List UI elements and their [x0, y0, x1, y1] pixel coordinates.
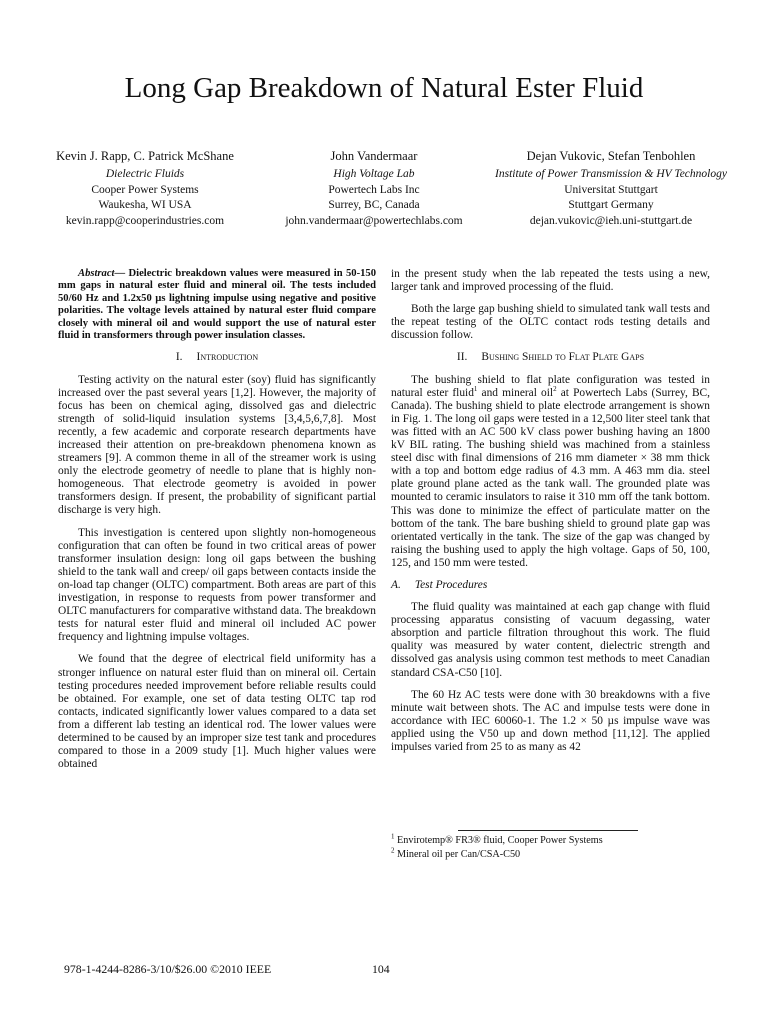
- section-heading-introduction: [58, 351, 376, 364]
- paragraph: We found that the degree of electrical field uniformity has a stronger influence on natural ester fluid than on mineral oil. Certain testing procedures needed improvement before reliable results could be obtained. For example, one set of data testing OLTC tap rod contacts, indicated significantly lower values compared to a data set from a different lab testing an identical rod. The lower values were determined to be caused by an improper size test tank and procedures compared to those in a 2009 study [1]. Much higher values were obtained: [58, 653, 376, 771]
- abstract: [58, 268, 376, 342]
- paper-title: Long Gap Breakdown of Natural Ester Fluid: [124, 72, 644, 104]
- section-title: [197, 351, 259, 363]
- author-dept: Institute of Power Transmission & HV Technology: [495, 168, 727, 180]
- author-dept: High Voltage Lab: [333, 168, 415, 180]
- footnote: [391, 834, 711, 848]
- copyright-line: 978-1-4244-8286-3/10/$26.00 ©2010 IEEE: [64, 962, 272, 976]
- author-location: Surrey, BC, Canada: [328, 199, 420, 211]
- author-group-3: [464, 148, 758, 229]
- author-org: Universitat Stuttgart: [564, 183, 658, 196]
- page-number: 104: [372, 962, 390, 976]
- text-run: and mineral oil: [477, 386, 554, 399]
- author-org: Cooper Power Systems: [91, 183, 199, 196]
- section-title-initial: I: [196, 351, 201, 364]
- paragraph: This investigation is centered upon slightly non-homogeneous configuration that can often be found in two critical areas of power transformer insulation design: long oil gaps between the bushing shield to the tank wall and creep/ oil gaps between contacts inside the on-load tap changer (OLTC) compartment. Both areas are part of this investigation, in response to requests from power transformer and OLTC manufacturers for comparative withstand data. The breakdown tests for natural ester fluid and mineral oil included AC power frequency and lightning impulse voltages.: [58, 526, 376, 644]
- paragraph: in the present study when the lab repeated the tests using a new, larger tank and improved processing of the fluid.: [391, 268, 710, 294]
- section-title-rest: ushing Shield to Flat Plate Gaps: [488, 351, 645, 364]
- author-location: Waukesha, WI USA: [98, 199, 192, 211]
- footnote-text: Envirotemp® FR3® fluid, Cooper Power Systems: [394, 835, 603, 846]
- footnote: [391, 848, 711, 862]
- abstract-text: — Dielectric breakdown values were measured in 50-150 mm gaps in natural ester fluid and mineral oil. The tests included 50/60 Hz and 1.2x50 µs lightning impulse using negative and positive polarities. The voltage levels attained by natural ester fluid compare closely with mineral oil and would support the use of natural ester fluid in transformers through power insulation classes.: [58, 268, 376, 342]
- paragraph: The fluid quality was maintained at each gap change with fluid processing apparatus consisting of vacuum degassing, water absorption and particle filtration throughout this work. The fluid quality was measured by water content, dielectric strength and dissolved gas analysis using common test methods to meet Canadian standard CSA-C50 [10].: [391, 601, 710, 679]
- author-names: Kevin J. Rapp, C. Patrick McShane: [56, 149, 234, 163]
- footnote-number: 2: [391, 846, 395, 855]
- author-dept: Dielectric Fluids: [105, 168, 185, 180]
- footnote-mark: 1: [473, 384, 478, 393]
- text-run: The bushing shield to flat plate configuration was tested in natural ester fluid: [391, 373, 710, 399]
- paragraph: The 60 Hz AC tests were done with 30 breakdowns with a five minute wait between shots. The AC and impulse tests were done in accordance with IEC 60060-1. The 1.2 × 50 µs impulse wave was applied using the V50 up and down method [11,12]. The applied impulses varied from 25 to as many as 42: [391, 688, 710, 753]
- author-group-2: [260, 148, 488, 229]
- section-title: [481, 351, 644, 363]
- footnote-number: 1: [391, 832, 395, 841]
- author-email: john.vandermaar@powertechlabs.com: [285, 214, 463, 227]
- paragraph: Testing activity on the natural ester (soy) fluid has significantly increased over the past several years [1,2]. However, the majority of focus has been on chemical aging, dissolved gas and dielectric strength of solid-liquid insulation systems [3,4,5,6,7,8]. Most recently, a few academic and corporate research departments have increased their attention on pre-breakdown phenomena known as streamers [9]. A common theme in all of the streamer work is using only the electrode geometry of needle to plane that is highly non-homogeneous. That electrode geometry is avoided in power transformers design. If present, the probability of significant partial discharge is very high.: [58, 373, 376, 517]
- abstract-label: Abstract: [78, 268, 115, 279]
- author-names: John Vandermaar: [330, 149, 418, 163]
- author-group-1: [30, 148, 260, 229]
- author-email: dejan.vukovic@ieh.uni-stuttgart.de: [529, 214, 693, 227]
- footnote-text: Mineral oil per Can/CSA-C50: [394, 849, 521, 860]
- section-number: I.: [175, 351, 183, 364]
- paragraph: Both the large gap bushing shield to simulated tank wall tests and the repeat testing of the OLTC contact rods testing details and discussion follow.: [391, 303, 710, 342]
- author-location: Stuttgart Germany: [568, 199, 654, 211]
- left-column: [58, 268, 376, 780]
- right-column: [391, 268, 710, 763]
- subsection-title: Test Procedures: [414, 578, 488, 591]
- subsection-heading-test-procedures: [391, 579, 710, 592]
- section-number: II.: [456, 351, 468, 364]
- section-heading-bushing-shield: [391, 351, 710, 364]
- text-run: at Powertech Labs (Surrey, BC, Canada). The bushing shield to plate electrode arrangement is shown in Fig. 1. The long oil gaps were tested in a 12,500 liter steel tank that was fitted with an AC 500 kV class power bushing having an 1800 kV BIL rating. The bushing shield was machined from a stainless steel disc with final dimensions of 216 mm diameter × 38 mm thick with a top and bottom edge radius of 4.3 mm. A 463 mm dia. steel plate ground plane acted as the tank wall. The grounded plate was mounted to ceramic insulators to raise it 310 mm off the tank bottom. This was done to minimize the effect of particulate matter on the bottom of the tank. The bare bushing shield to ground plate gap was orientated vertically in the tank. The size of the gap was changed by raising the bushing used to apply the high voltage. Gaps of 50, 100, 125, and 150 mm were tested.: [391, 386, 710, 569]
- author-email: kevin.rapp@cooperindustries.com: [65, 214, 225, 227]
- author-org: Powertech Labs Inc: [328, 183, 420, 196]
- section-title-initial: B: [481, 351, 489, 364]
- paragraph: [391, 374, 710, 570]
- footnotes: [391, 834, 711, 862]
- subsection-number: A.: [391, 578, 401, 591]
- footnote-mark: 2: [553, 384, 557, 393]
- author-names: Dejan Vukovic, Stefan Tenbohlen: [526, 149, 696, 163]
- footnote-rule: [458, 830, 638, 831]
- author-block: [30, 148, 738, 238]
- section-title-rest: ntroduction: [200, 351, 259, 364]
